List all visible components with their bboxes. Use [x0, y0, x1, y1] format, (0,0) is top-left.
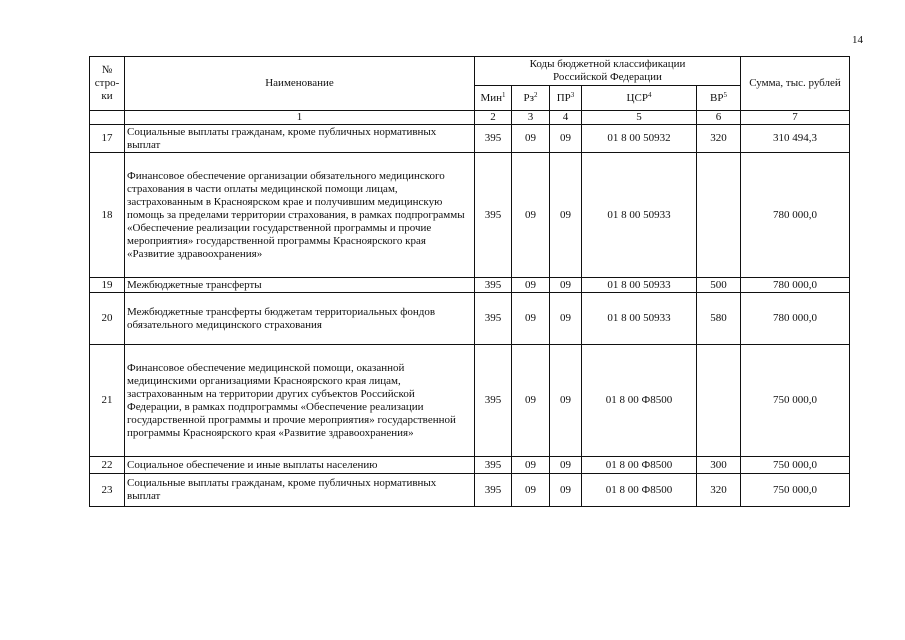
row-no: 18 — [90, 153, 125, 278]
header-rz-sup: 2 — [533, 90, 538, 99]
row-no: 22 — [90, 457, 125, 474]
row-csr: 01 8 00 50933 — [582, 293, 697, 345]
row-sum: 750 000,0 — [741, 345, 850, 457]
row-sum: 750 000,0 — [741, 457, 850, 474]
row-vr: 580 — [697, 293, 741, 345]
table-row — [90, 474, 850, 507]
header-min-label: Мин — [480, 91, 503, 104]
row-no: 20 — [90, 293, 125, 345]
row-csr: 01 8 00 50933 — [582, 153, 697, 278]
header-csr-sup: 4 — [647, 90, 652, 99]
table-row — [90, 345, 850, 457]
col-number: 2 — [475, 111, 512, 125]
row-pr: 09 — [550, 153, 582, 278]
header-vr-label: ВР — [710, 91, 724, 104]
row-sum: 780 000,0 — [741, 278, 850, 293]
row-vr: 300 — [697, 457, 741, 474]
row-vr: 320 — [697, 474, 741, 507]
header-min — [475, 86, 512, 111]
row-no: 23 — [90, 474, 125, 507]
row-rz: 09 — [512, 457, 550, 474]
header-vr-sup: 5 — [723, 90, 727, 99]
header-csr-label: ЦСР — [626, 91, 648, 104]
row-pr: 09 — [550, 345, 582, 457]
row-sum: 780 000,0 — [741, 153, 850, 278]
table-row — [90, 457, 850, 474]
col-number: 4 — [550, 111, 582, 125]
row-pr: 09 — [550, 457, 582, 474]
header-pr-label: ПР — [556, 91, 571, 104]
row-pr: 09 — [550, 278, 582, 293]
row-name: Финансовое обеспечение организации обязательного медицинского страхования в части оплаты медицинской помощи лицам, застрахованным в Красноярском крае и получившим медицинскую помощь за пределами территории страхования, в рамках подпрограммы «Обеспечение реализации государственной программы и прочие мероприятия» государственной программы Красноярского края «Развитие здравоохранения» — [125, 153, 475, 278]
header-rz — [512, 86, 550, 111]
header-min-sup: 1 — [502, 90, 506, 99]
row-pr: 09 — [550, 474, 582, 507]
row-rz: 09 — [512, 474, 550, 507]
row-vr: 500 — [697, 278, 741, 293]
row-vr — [697, 345, 741, 457]
table-row — [90, 293, 850, 345]
row-no: 21 — [90, 345, 125, 457]
row-name: Социальные выплаты гражданам, кроме публичных нормативных выплат — [125, 474, 475, 507]
row-min: 395 — [475, 457, 512, 474]
col-number: 6 — [697, 111, 741, 125]
row-name: Межбюджетные трансферты бюджетам территориальных фондов обязательного медицинского страхования — [125, 293, 475, 345]
col-number: 3 — [512, 111, 550, 125]
table-row — [90, 153, 850, 278]
row-sum: 780 000,0 — [741, 293, 850, 345]
row-min: 395 — [475, 474, 512, 507]
row-csr: 01 8 00 50932 — [582, 125, 697, 153]
header-vr — [697, 86, 741, 111]
row-no: 17 — [90, 125, 125, 153]
table-row — [90, 125, 850, 153]
row-rz: 09 — [512, 293, 550, 345]
row-rz: 09 — [512, 278, 550, 293]
row-csr: 01 8 00 50933 — [582, 278, 697, 293]
row-name: Межбюджетные трансферты — [125, 278, 475, 293]
row-vr — [697, 153, 741, 278]
header-row-no: № стро- ки — [90, 57, 125, 111]
page-number: 14 — [852, 34, 863, 46]
row-name: Социальное обеспечение и иные выплаты населению — [125, 457, 475, 474]
header-codes-group: Коды бюджетной классификации Российской Федерации — [475, 57, 741, 86]
col-number: 7 — [741, 111, 850, 125]
header-rz-label: Рз — [523, 91, 534, 104]
row-csr: 01 8 00 Ф8500 — [582, 474, 697, 507]
row-csr: 01 8 00 Ф8500 — [582, 345, 697, 457]
col-number — [90, 111, 125, 125]
row-min: 395 — [475, 125, 512, 153]
col-number: 5 — [582, 111, 697, 125]
budget-table — [89, 56, 850, 507]
row-rz: 09 — [512, 153, 550, 278]
header-sum: Сумма, тыс. рублей — [741, 57, 850, 111]
row-no: 19 — [90, 278, 125, 293]
row-rz: 09 — [512, 125, 550, 153]
row-sum: 750 000,0 — [741, 474, 850, 507]
header-pr-sup: 3 — [570, 90, 575, 99]
row-name: Социальные выплаты гражданам, кроме публичных нормативных выплат — [125, 125, 475, 153]
row-csr: 01 8 00 Ф8500 — [582, 457, 697, 474]
row-rz: 09 — [512, 345, 550, 457]
row-pr: 09 — [550, 125, 582, 153]
row-min: 395 — [475, 293, 512, 345]
table-row — [90, 278, 850, 293]
row-vr: 320 — [697, 125, 741, 153]
header-name: Наименование — [125, 57, 475, 111]
header-pr — [550, 86, 582, 111]
row-min: 395 — [475, 345, 512, 457]
row-pr: 09 — [550, 293, 582, 345]
header-csr — [582, 86, 697, 111]
column-number-row — [90, 111, 850, 125]
row-min: 395 — [475, 153, 512, 278]
row-min: 395 — [475, 278, 512, 293]
col-number: 1 — [125, 111, 475, 125]
row-name: Финансовое обеспечение медицинской помощи, оказанной медицинскими организациями Красноярского края лицам, застрахованным на территории других субъектов Российской Федерации, в рамках подпрограммы «Обеспечение реализации государственной программы и прочие мероприятия» государственной программы Красноярского края «Развитие здравоохранения» — [125, 345, 475, 457]
row-sum: 310 494,3 — [741, 125, 850, 153]
